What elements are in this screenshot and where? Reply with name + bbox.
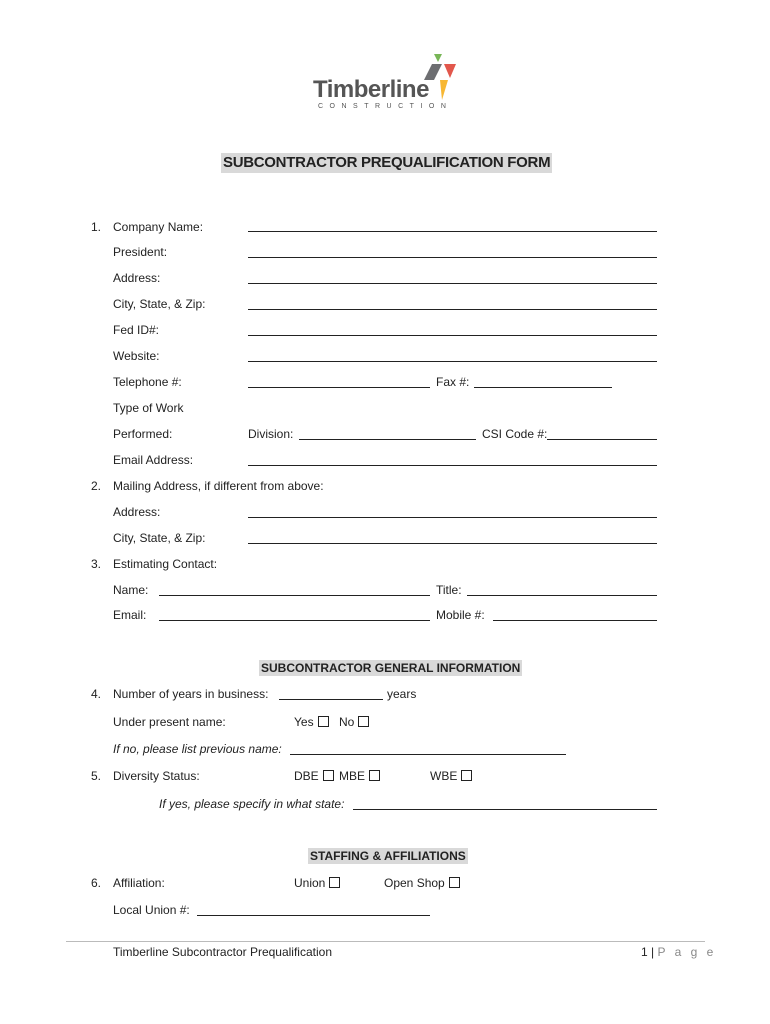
division-label: Division:	[248, 427, 294, 441]
telephone-label: Telephone #:	[113, 375, 182, 389]
q4-number: 4.	[91, 687, 102, 701]
wbe-label: WBE	[430, 769, 458, 783]
present-name-label: Under present name:	[113, 715, 226, 729]
contact-name-field[interactable]	[159, 595, 430, 596]
affiliation-label: Affiliation:	[113, 876, 165, 890]
union-option[interactable]	[294, 876, 340, 890]
state-label: If yes, please specify in what state:	[159, 797, 345, 811]
union-label: Union	[294, 876, 326, 890]
mbe-option[interactable]	[339, 769, 380, 783]
previous-name-label: If no, please list previous name:	[113, 742, 282, 756]
previous-name-field[interactable]	[290, 754, 566, 755]
logo-wordmark: Timberline	[313, 76, 429, 103]
no-label: No	[339, 715, 355, 729]
no-checkbox[interactable]	[358, 716, 369, 727]
city-state-zip-field[interactable]	[248, 309, 657, 310]
mailing-city-field[interactable]	[248, 543, 657, 544]
local-union-field[interactable]	[197, 915, 430, 916]
page-separator: |	[651, 945, 655, 959]
contact-name-label: Name:	[113, 583, 149, 597]
mbe-label: MBE	[339, 769, 366, 783]
csi-code-label: CSI Code #:	[482, 427, 548, 441]
local-union-label: Local Union #:	[113, 903, 190, 917]
logo-subtitle: CONSTRUCTION	[318, 103, 453, 110]
website-label: Website:	[113, 349, 160, 363]
estimating-contact-label: Estimating Contact:	[113, 557, 218, 571]
yes-option[interactable]	[294, 715, 329, 729]
contact-title-label: Title:	[436, 583, 462, 597]
email-address-label: Email Address:	[113, 453, 194, 467]
mbe-checkbox[interactable]	[369, 770, 380, 781]
years-in-business-field[interactable]	[279, 699, 383, 700]
state-field[interactable]	[353, 809, 657, 810]
dbe-label: DBE	[294, 769, 319, 783]
company-name-field[interactable]	[248, 231, 657, 232]
fed-id-field[interactable]	[248, 335, 657, 336]
fed-id-label: Fed ID#:	[113, 323, 160, 337]
dbe-checkbox[interactable]	[323, 770, 334, 781]
company-name-label: Company Name:	[113, 220, 204, 234]
open-shop-checkbox[interactable]	[449, 877, 460, 888]
mailing-street-field[interactable]	[248, 517, 657, 518]
city-state-zip-label: City, State, & Zip:	[113, 297, 206, 311]
page-title: SUBCONTRACTOR PREQUALIFICATION FORM	[223, 154, 551, 171]
footer-divider	[66, 941, 705, 942]
wbe-option[interactable]	[430, 769, 472, 783]
q1-number: 1.	[91, 220, 102, 234]
president-label: President:	[113, 245, 168, 259]
mailing-address-label: Mailing Address, if different from above:	[113, 479, 324, 493]
contact-email-label: Email:	[113, 608, 147, 622]
q2-number: 2.	[91, 479, 102, 493]
yes-label: Yes	[294, 715, 314, 729]
no-option[interactable]	[339, 715, 369, 729]
page-number: 1	[641, 945, 648, 959]
footer-text: Timberline Subcontractor Prequalification	[113, 945, 332, 959]
q3-number: 3.	[91, 557, 102, 571]
contact-email-field[interactable]	[159, 620, 430, 621]
contact-mobile-field[interactable]	[493, 620, 657, 621]
mailing-street-label: Address:	[113, 505, 161, 519]
type-of-work-label: Type of Work	[113, 401, 184, 415]
staffing-affiliations-heading: STAFFING & AFFILIATIONS	[310, 849, 466, 863]
president-field[interactable]	[248, 257, 657, 258]
yes-checkbox[interactable]	[318, 716, 329, 727]
telephone-field[interactable]	[248, 387, 430, 388]
address-label: Address:	[113, 271, 161, 285]
fax-label: Fax #:	[436, 375, 470, 389]
website-field[interactable]	[248, 361, 657, 362]
union-checkbox[interactable]	[329, 877, 340, 888]
q6-number: 6.	[91, 876, 102, 890]
years-in-business-label: Number of years in business:	[113, 687, 269, 701]
wbe-checkbox[interactable]	[461, 770, 472, 781]
q5-number: 5.	[91, 769, 102, 783]
dbe-option[interactable]	[294, 769, 334, 783]
email-address-field[interactable]	[248, 465, 657, 466]
address-field[interactable]	[248, 283, 657, 284]
diversity-status-label: Diversity Status:	[113, 769, 200, 783]
mailing-city-label: City, State, & Zip:	[113, 531, 206, 545]
years-suffix: years	[387, 687, 417, 701]
fax-field[interactable]	[474, 387, 612, 388]
division-field[interactable]	[299, 439, 476, 440]
open-shop-label: Open Shop	[384, 876, 445, 890]
open-shop-option[interactable]	[384, 876, 460, 890]
page-indicator	[641, 945, 716, 959]
contact-title-field[interactable]	[467, 595, 657, 596]
page-word: P a g e	[657, 945, 717, 959]
contact-mobile-label: Mobile #:	[436, 608, 485, 622]
csi-code-field[interactable]	[547, 439, 657, 440]
performed-label: Performed:	[113, 427, 173, 441]
general-information-heading: SUBCONTRACTOR GENERAL INFORMATION	[261, 661, 521, 675]
